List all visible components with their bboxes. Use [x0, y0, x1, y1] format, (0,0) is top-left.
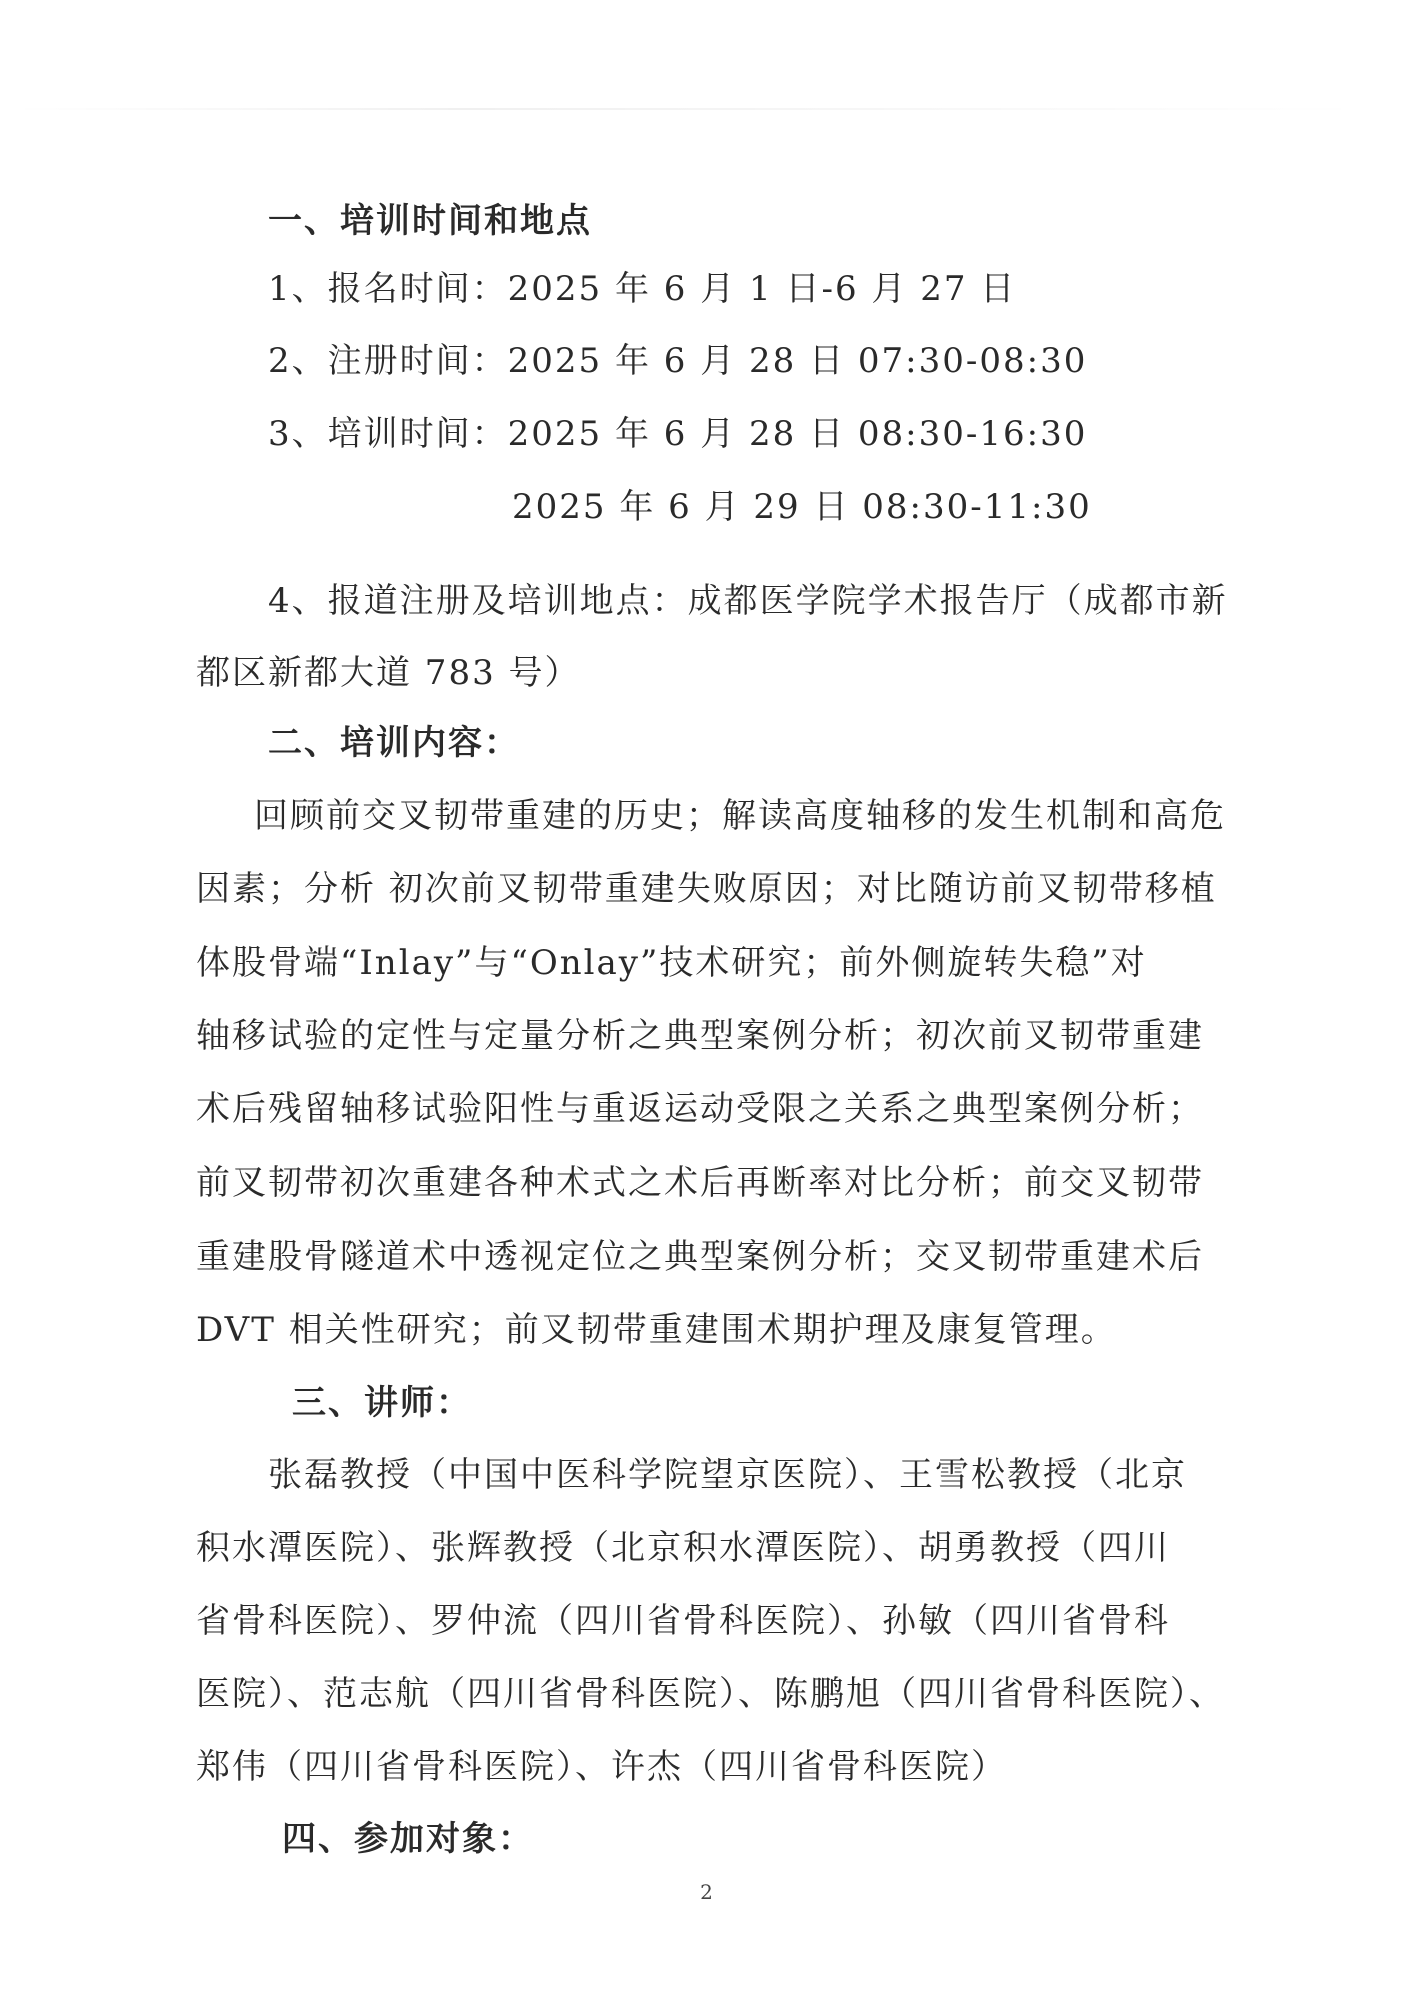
content-line: 体股骨端“Inlay”与“Onlay”技术研究；前外侧旋转失稳”对: [196, 943, 1147, 983]
content-line: 轴移试验的定性与定量分析之典型案例分析；初次前叉韧带重建: [196, 1016, 1204, 1056]
content-line: 前叉韧带初次重建各种术式之术后再断率对比分析；前交叉韧带: [196, 1163, 1204, 1203]
lecturer-line: 积水潭医院）、张辉教授（北京积水潭医院）、胡勇教授（四川: [196, 1528, 1170, 1568]
lecturer-line: 张磊教授（中国中医科学院望京医院）、王雪松教授（北京: [268, 1455, 1187, 1495]
venue-line-1: 4、报道注册及培训地点：成都医学院学术报告厅（成都市新: [268, 581, 1228, 621]
content-line: 重建股骨隧道术中透视定位之典型案例分析；交叉韧带重建术后: [196, 1237, 1204, 1277]
content-line: 术后残留轴移试验阳性与重返运动受限之关系之典型案例分析；: [196, 1089, 1204, 1129]
lecturer-line: 省骨科医院）、罗仲流（四川省骨科医院）、孙敏（四川省骨科: [196, 1601, 1170, 1641]
lecturer-line: 郑伟（四川省骨科医院）、许杰（四川省骨科医院）: [196, 1747, 1007, 1787]
venue-line-2: 都区新都大道 783 号）: [196, 653, 581, 693]
scan-edge-line: [10, 108, 1370, 110]
section-heading-participants: 四、参加对象：: [282, 1819, 534, 1859]
checkin-time: 2、注册时间：2025 年 6 月 28 日 07:30-08:30: [268, 341, 1088, 381]
lecturer-line: 医院）、范志航（四川省骨科医院）、陈鹏旭（四川省骨科医院）、: [196, 1674, 1225, 1714]
training-time-day1: 3、培训时间：2025 年 6 月 28 日 08:30-16:30: [268, 414, 1088, 454]
page-number: 2: [700, 1880, 713, 1904]
section-heading-content: 二、培训内容：: [268, 723, 520, 763]
content-line: 因素；分析 初次前叉韧带重建失败原因；对比随访前叉韧带移植: [196, 869, 1217, 909]
registration-period: 1、报名时间：2025 年 6 月 1 日-6 月 27 日: [268, 269, 1017, 309]
content-line: 回顾前交叉韧带重建的历史；解读高度轴移的发生机制和高危: [254, 796, 1226, 836]
section-heading-schedule: 一、培训时间和地点: [268, 201, 592, 241]
training-time-day2: 2025 年 6 月 29 日 08:30-11:30: [512, 487, 1092, 527]
section-heading-lecturers: 三、讲师：: [292, 1383, 472, 1423]
content-line: DVT 相关性研究；前叉韧带重建围术期护理及康复管理。: [196, 1310, 1117, 1350]
